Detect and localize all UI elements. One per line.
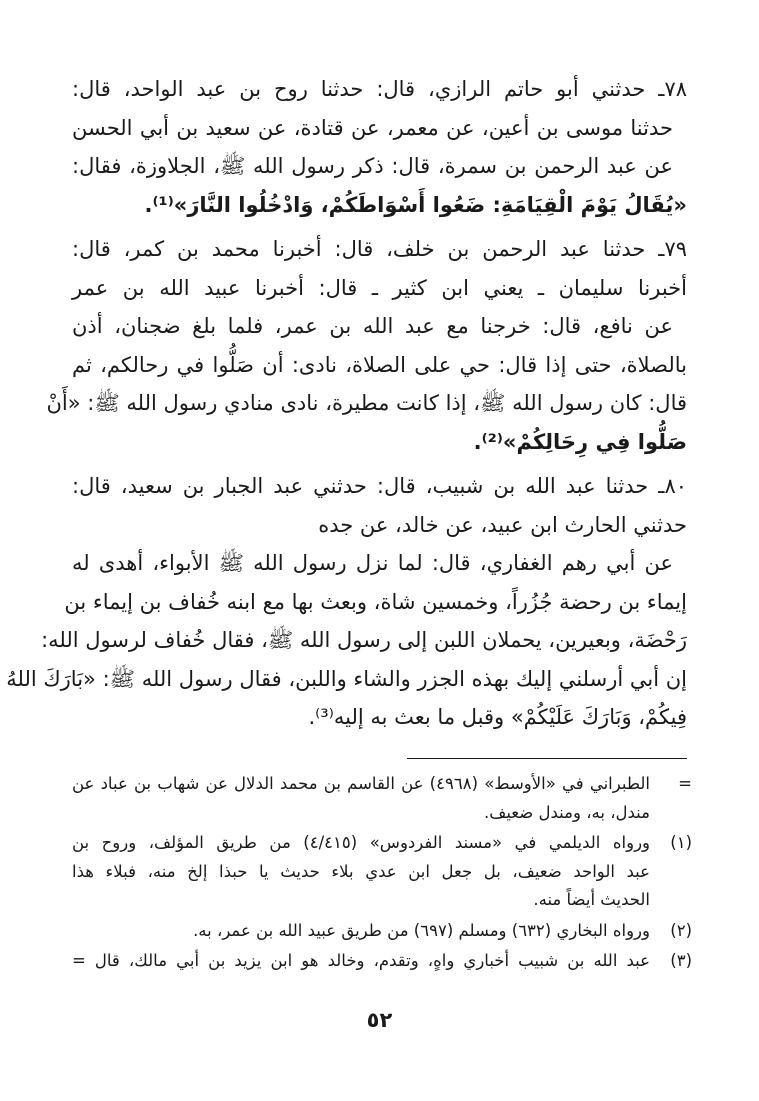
footnote-line: الطبراني في «الأوسط» (٤٩٦٨) عن القاسم بن محمد الدلال عن شهاب بن عباد عن xyxy=(72,774,650,793)
footnote-line: عبد الله بن شبيب أخباري واهٍ، وتقدم، وخالد هو ابن يزيد بن أبي مالك، قال = xyxy=(72,951,650,970)
hadith-78-line-3: عن عبد الرحمن بن سمرة، قال: ذكر رسول الله ﷺ، الجلاوزة، فقال: xyxy=(72,154,673,178)
footnote-body xyxy=(72,917,650,946)
page-number: ٥٢ xyxy=(366,1008,393,1032)
hadith-80-line-4: إيماء بن رحضة جُزُراً، وخمسين شاة، وبعث بها مع ابنه خُفاف بن إيماء بن xyxy=(64,589,687,614)
hadith-78-line-1: ٧٨ـ حدثني أبو حاتم الرازي، قال: حدثنا روح بن عبد الواحد، قال: xyxy=(72,77,687,101)
footnote-1 xyxy=(72,829,692,915)
hadith-79-line-6: صَلُّوا فِي رِحَالِكُمْ»⁽²⁾. xyxy=(473,429,687,454)
footnote-2 xyxy=(72,917,692,946)
footnote-mark: = xyxy=(678,774,692,793)
footnote-body xyxy=(72,770,650,827)
footnote-mark: (٢) xyxy=(670,920,692,940)
footnote-mark: (٣) xyxy=(670,951,692,970)
hadith-80-line-3: عن أبي رهم الغفاري، قال: لما نزل رسول الله ﷺ الأبواء، أهدى له xyxy=(72,551,673,575)
hadith-79-line-1: ٧٩ـ حدثنا عبد الرحمن بن خلف، قال: أخبرنا محمد بن كمر، قال: xyxy=(72,237,687,261)
hadith-79-line-5: قال: كان رسول الله ﷺ، إذا كانت مطيرة، نادى منادي رسول الله ﷺ: «أَنْ xyxy=(46,391,687,415)
hadith-79 xyxy=(46,230,687,461)
hadith-80 xyxy=(6,467,687,737)
footnote-line: ورواه البخاري (٦٣٢) ومسلم (٦٩٧) من طريق عبيد الله بن عمر، به. xyxy=(193,920,650,940)
main-text xyxy=(6,70,687,743)
hadith-80-line-6: إن أبي أرسلني إليك بهذه الجزر والشاء واللبن، فقال رسول الله ﷺ: «بَارَكَ اللهُ xyxy=(6,666,687,691)
footnote-line: عبد الواحد ضعيف، بل جعل ابن عدي بلاء حديث يا حبذا إلخ منه، فبلاء هذا xyxy=(72,861,650,881)
hadith-80-line-1: ٨٠ـ حدثنا عبد الله بن شبيب، قال: حدثني عبد الجبار بن سعيد، قال: xyxy=(72,474,687,498)
footnotes xyxy=(72,770,692,978)
hadith-80-line-7: فِيكُمْ، وَبَارَكَ عَلَيْكُمْ» وقبل ما بعث به إليه⁽³⁾. xyxy=(308,705,687,729)
footnote-separator xyxy=(407,758,687,759)
footnote-body xyxy=(72,829,650,915)
hadith-79-line-4: بالصلاة، حتى إذا قال: حي على الصلاة، نادى: أن صَلُّوا في رحالكم، ثم xyxy=(72,352,687,377)
hadith-78 xyxy=(72,70,687,224)
hadith-78-line-4: «يُقَالُ يَوْمَ الْقِيَامَةِ: ضَعُوا أَسْوَاطَكُمْ، وَادْخُلُوا النَّارَ»⁽¹⁾. xyxy=(144,192,687,217)
footnote-line: الحديث أيضاً منه. xyxy=(533,890,650,909)
footnote-3 xyxy=(72,947,692,976)
footnote-mark: (١) xyxy=(670,833,692,852)
hadith-79-line-2: أخبرنا سليمان ـ يعني ابن كثير ـ قال: أخبرنا عبيد الله بن عمر xyxy=(72,275,687,300)
footnote-continued xyxy=(72,770,692,827)
footnote-body xyxy=(72,947,650,976)
footnote-line: ورواه الديلمي في «مسند الفردوس» (٤/٤١٥) من طريق المؤلف، وروح بن xyxy=(72,833,650,852)
hadith-80-line-2: حدثني الحارث ابن عبيد، عن خالد، عن جده xyxy=(318,512,687,537)
hadith-80-line-5: رَحْضَة، وبعيرين، يحملان اللبن إلى رسول الله ﷺ، فقال خُفاف لرسول الله: xyxy=(41,628,687,652)
hadith-79-line-3: عن نافع، قال: خرجنا مع عبد الله بن عمر، فلما بلغ ضجنان، أذن xyxy=(72,314,673,338)
hadith-78-line-2: حدثنا موسى بن أعين، عن معمر، عن قتادة، عن سعيد بن أبي الحسن xyxy=(72,115,673,140)
footnote-line: مندل، به، ومندل ضعيف. xyxy=(484,802,650,822)
